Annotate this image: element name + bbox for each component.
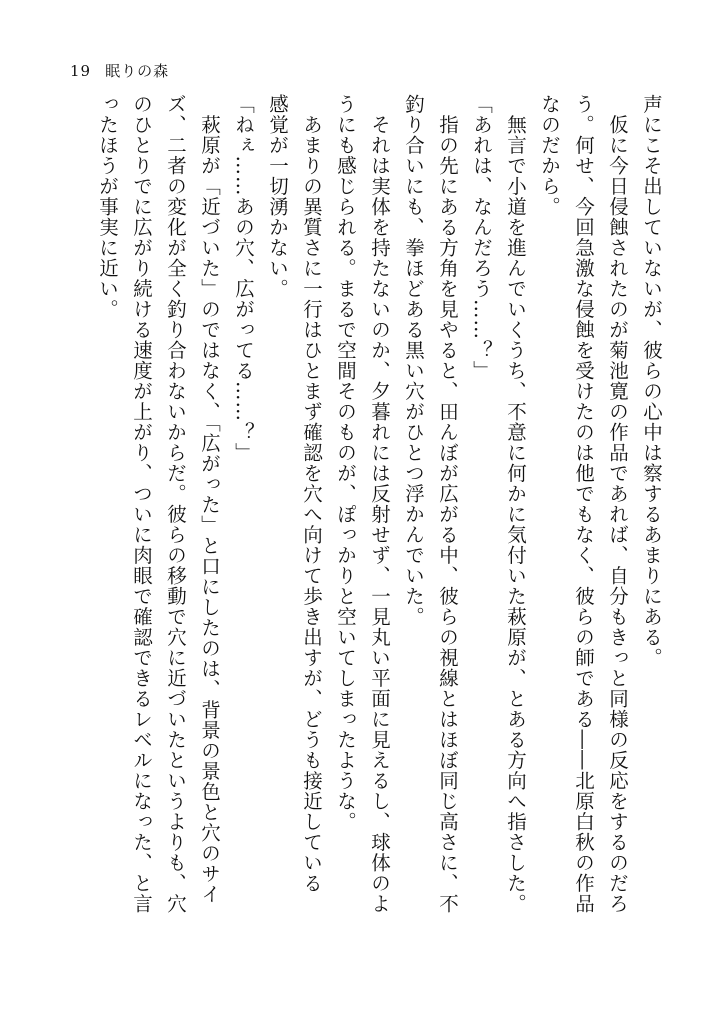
text-line-15: ズ、二者の変化が全く釣り合わないからだ。彼らの移動で穴に近づいたというよりも、穴	[164, 94, 187, 914]
text-line-14: 萩原が「近づいた」のではなく、「広がった」と口にしたのは、背景の景色と穴のサイ	[198, 94, 221, 905]
vertical-body-text	[68, 94, 668, 974]
text-line-3: う。何せ、今回急激な侵蝕を受けたのは他でもなく、彼らの師である――北原白秋の作品	[572, 94, 595, 914]
text-line-13: 「ねぇ……あの穴、広がってる……？」	[232, 94, 255, 463]
text-line-17: ったほうが事実に近い。	[96, 94, 119, 320]
page-number: 19	[70, 62, 92, 80]
text-line-6: 「あれは、なんだろう……？」	[470, 94, 493, 381]
text-line-8: 釣り合いにも、拳ほどある黒い穴がひとつ浮かんでいた。	[402, 94, 425, 627]
text-line-7: 指の先にある方角を見やると、田んぼが広がる中、彼らの視線とはほぼ同じ高さに、不	[436, 94, 459, 914]
text-line-1: 声にこそ出していないが、彼らの心中は察するあまりにある。	[640, 94, 663, 668]
running-header	[70, 60, 169, 81]
text-line-10: うにも感じられる。まるで空間そのものが、ぽっかりと空いてしまったような。	[334, 94, 357, 832]
text-line-2: 仮に今日侵蝕されたのが菊池寛の作品であれば、自分もきっと同様の反応をするのだろ	[606, 94, 629, 914]
text-line-11: あまりの異質さに一行はひとまず確認を穴へ向けて歩き出すが、どうも接近している	[300, 94, 323, 894]
text-line-5: 無言で小道を進んでいくうち、不意に何かに気付いた萩原が、とある方向へ指さした。	[504, 94, 527, 914]
text-line-4: なのだから。	[538, 94, 561, 217]
chapter-title: 眠りの森	[105, 62, 170, 80]
text-line-12: 感覚が一切湧かない。	[266, 94, 289, 299]
text-line-16: のひとりでに広がり続ける速度が上がり、ついに肉眼で確認できるレベルになった、と言	[130, 94, 153, 914]
text-line-9: それは実体を持たないのか、夕暮れには反射せず、一見丸い平面に見えるし、球体のよ	[368, 94, 391, 914]
